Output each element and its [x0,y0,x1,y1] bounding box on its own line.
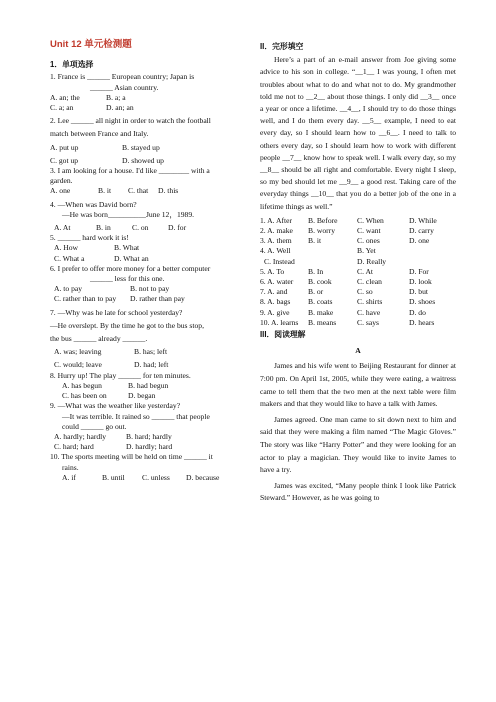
question-1: 1. France is ______ European country; Japan is ______ Asian country. A. an; the B. a; a C. a; an D. an; an [50,72,195,113]
reading-paragraph: James agreed. One man came to sit down next to him and said that they were making a film named “The Magic Gloves.” The story was like “Harry Potter” and they were looking for an actor to play a magician. They would like to invite James to have a try. [260,414,456,475]
question-10: 10. The sports meeting will be held on time ______ it rains. A. if B. until C. unless D. because [50,452,220,482]
question-8: 8. Hurry up! The play ______ for ten minutes. A. has begun B. had begun C. has been on D. began [50,370,191,401]
question-3: 3. I am looking for a house. I'd like ________ with a garden. A. one B. it C. that D. this [50,166,210,196]
cloze-passage: Here’s a part of an e-mail answer from Joe giving some advice to his son in college. “__1__ I was young, I often met troubles about what to do and what not to do. My grandmother told me not to __2__ about those things. I only did __3__ once a year or once a lifetime. __4__, I should try to do those things well, and I do them every day. __5__ example, I need to eat every day, so I should learn how to __6__. I need to talk to others every day, so I should learn how to work with different people __7__ know how to speak well. I walk every day, so my __8__ should be all right and comfortable. Every night I sleep, so my bed should let me __9__ a good rest. Taking care of the everyday things __10__ that you do a better job of the one in a lifetime things as well.” [260,55,456,211]
reading-part-label: A [355,346,361,356]
question-5: 5. ______ hard work it is! A. How B. What C. What a D. What an [50,233,149,263]
right-column [260,40,456,508]
section-heading: 1．单项选择 [50,60,94,70]
left-column [50,40,250,483]
question-6: 6. I prefer to offer more money for a better computer ______ less for this one. A. to pay B. not to pay C. rather than to pay D. rather than pay [50,263,211,304]
question-7: 7. —Why was he late for school yesterday? —He overslept. By the time he got to the bus stop, the bus ______ already ______. A. was; leaving B. has; left C. would; leave D. had; left [50,307,204,370]
question-9: 9. —What was the weather like yesterday? —It was terrible. It rained so ______ that people could ______ go out. A. hardly; hardly B. hard; hardly C. hard; hard D. hardly; hard [50,401,210,452]
page-title: Unit 12 单元检测题 [50,39,132,50]
section-heading: III．阅读理解 [260,330,306,340]
reading-paragraph: James was excited, “Many people think I look like Patrick Steward.” However, as he was going to [260,480,456,503]
question-4: 4. —When was David born? —He was born__________June 12，1989. A. At B. in C. on D. for [50,199,195,233]
cloze-options: 1. A. After B. Before C. When D. While 2. A. make B. worry C. want D. carry 3. A. them B. it C. ones D. one 4. A. Well B. Yet C. Instead D. Really 5. A. To B. In C. At D. For 6. A. water B. cook C. clean D. look 7. A. and B. or C. so D. but 8. A. bags B. coats C. shirts D. shoes 9. A. give B. make C. have D. do 10. A. learns B. means C. says D. hears [260,215,437,327]
reading-paragraph: James and his wife went to Beijing Restaurant for dinner at 7:00 pm. On April 1st, 2005, while they were eating, a waitress came to tell them that the two men at the next table were film makers and that they would like to have a talk with James. [260,361,456,409]
question-2: 2. Lee ______ all night in order to watch the football match between France and Italy. A. put up B. stayed up C. got up D. showed up [50,116,211,165]
section-heading: II．完形填空 [260,42,304,51]
